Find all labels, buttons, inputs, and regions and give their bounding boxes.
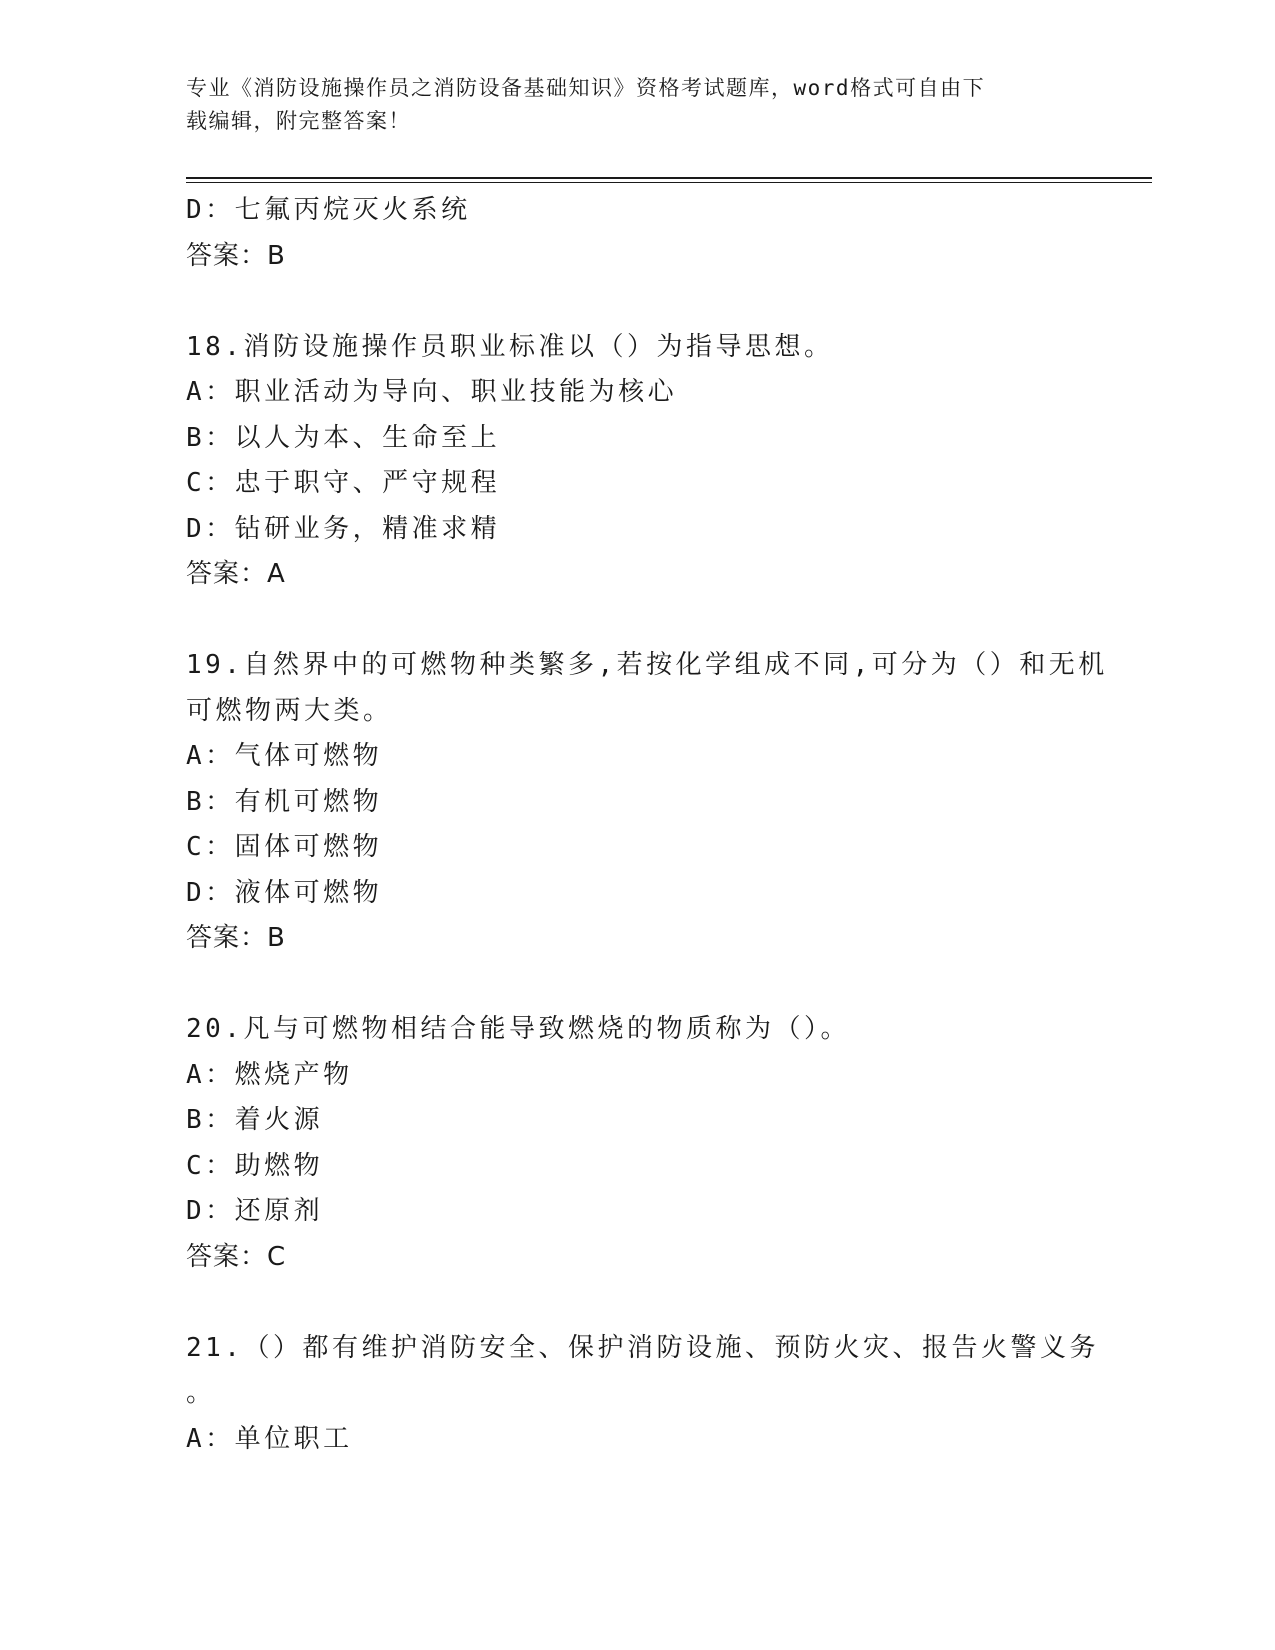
question-19-answer: 答案：B — [186, 923, 286, 953]
question-21-stem-line-1: 21.（）都有维护消防安全、保护消防设施、预防火灾、报告火警义务 — [186, 1332, 1099, 1363]
header-line-1: 专业《消防设施操作员之消防设备基础知识》资格考试题库，word格式可自由下 — [186, 76, 986, 100]
header-divider-thick — [186, 177, 1152, 179]
question-19-option-a: A：气体可燃物 — [186, 741, 383, 771]
question-20-option-c: C：助燃物 — [186, 1150, 324, 1181]
spacer — [186, 598, 1086, 644]
question-list — [186, 188, 1108, 1462]
question-18 — [186, 325, 1086, 598]
question-19-option-c: C：固体可燃物 — [186, 832, 383, 862]
question-18-option-b: B：以人为本、生命至上 — [186, 422, 501, 453]
question-21 — [186, 1326, 1099, 1463]
question-20-answer: 答案：C — [186, 1241, 287, 1272]
question-20-option-b: B：着火源 — [186, 1105, 324, 1135]
question-19 — [186, 643, 1108, 962]
header-line-2: 载编辑，附完整答案！ — [186, 109, 411, 133]
header-divider-thin — [186, 182, 1152, 183]
question-19-option-d: D：液体可燃物 — [186, 877, 383, 908]
question-20-option-a: A：燃烧产物 — [186, 1059, 353, 1090]
question-18-option-d: D：钻研业务，精准求精 — [186, 513, 501, 544]
question-19-stem-line-2: 可燃物两大类。 — [186, 695, 393, 726]
question-20-stem: 20.凡与可燃物相结合能导致燃烧的物质称为（）。 — [186, 1014, 850, 1044]
question-18-option-a: A：职业活动为导向、职业技能为核心 — [186, 377, 678, 407]
spacer — [186, 962, 1086, 1008]
question-19-option-b: B：有机可燃物 — [186, 786, 383, 817]
question-20 — [186, 1007, 1086, 1280]
question-19-stem-line-1: 19.自然界中的可燃物种类繁多,若按化学组成不同,可分为（）和无机 — [186, 650, 1108, 680]
question-17-option-d: D：七氟丙烷灭火系统 — [186, 195, 471, 225]
document-header — [186, 72, 1066, 138]
question-17-answer: 答案：B — [186, 240, 286, 271]
spacer — [186, 1280, 1086, 1326]
question-18-stem: 18.消防设施操作员职业标准以（）为指导思想。 — [186, 331, 834, 362]
spacer — [186, 279, 1086, 325]
question-18-option-c: C：忠于职守、严守规程 — [186, 468, 501, 498]
question-18-answer: 答案：A — [186, 559, 286, 589]
question-20-option-d: D：还原剂 — [186, 1196, 324, 1226]
question-21-stem-line-2: 。 — [186, 1378, 216, 1408]
question-21-option-a: A：单位职工 — [186, 1423, 353, 1454]
